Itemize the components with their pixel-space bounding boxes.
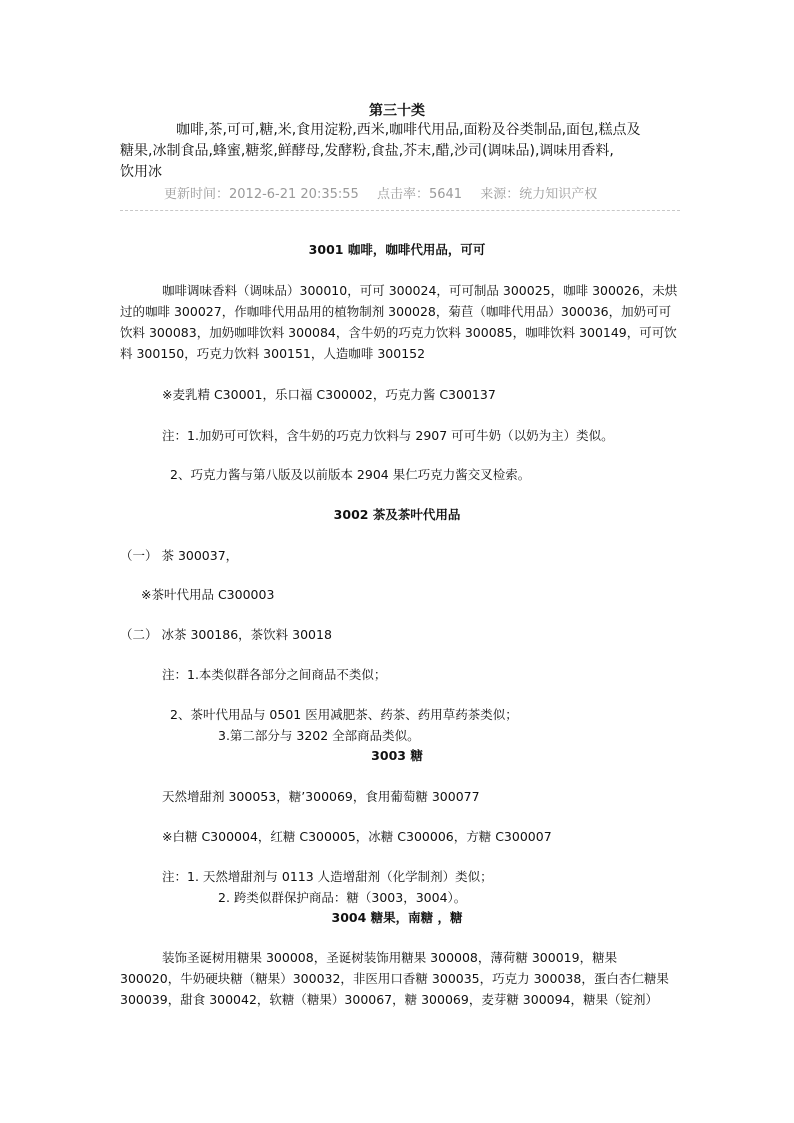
update-time: 更新时间：2012-6-21 20:35:55 [164,187,359,202]
section-note-3001-2: 2、巧克力酱与第八版及以前版本 2904 果仁巧克力酱交叉检索。 [170,467,531,482]
section-note-3001-1: 注：1.加奶可可饮料，含牛奶的巧克力饮料与 2907 可可牛奶（以奶为主）类似。 [162,428,614,443]
intro-line-2: 糖果,冰制食品,蜂蜜,糖浆,鲜酵母,发酵粉,食盐,芥末,醋,沙司(调味品),调味用香料, [120,143,614,159]
intro-line-3: 饮用冰 [120,164,162,180]
section-note-3002-1: 注：1.本类似群各部分之间商品不类似； [162,667,387,682]
article-meta [164,183,611,202]
section-heading-3004: 3004 糖果，南糖 ，糖 [331,910,463,925]
section-heading-3001: 3001 咖啡，咖啡代用品，可可 [308,242,486,257]
section-note-3002-3: 3.第二部分与 3202 全部商品类似。 [218,728,420,743]
dashed-divider [120,210,680,211]
intro-line-1: 咖啡,茶,可可,糖,米,食用淀粉,西米,咖啡代用品,面粉及谷类制品,面包,糕点及 [176,122,641,138]
section-items-3003: 天然增甜剂 300053，糖’300069，食用葡萄糖 300077 [162,789,480,804]
section-note-3003-2: 2. 跨类似群保护商品：糖（3003，3004）。 [218,890,467,905]
section-part2-3002: （二） 冰茶 300186，茶饮料 30018 [120,627,332,642]
section-related-3002: ※茶叶代用品 C300003 [141,587,275,602]
section-note-3002-2: 2、茶叶代用品与 0501 医用减肥茶、药茶、药用草药茶类似； [170,707,518,722]
section-items-3001: 咖啡调味香料（调味品）300010，可可 300024，可可制品 300025，咖啡 300026，未烘过的咖啡 300027，作咖啡代用品用的植物制剂 300028，菊苣（咖啡代用品）300036，加奶可可饮料 300083，加奶咖啡饮料 300084，含牛奶的巧克力饮料 300085，咖啡饮料 300149，可可饮料 300150，巧克力饮料 300151，人造咖啡 300152 [120,283,678,361]
section-related-3001: ※麦乳精 C30001，乐口福 C300002，巧克力酱 C300137 [162,387,496,402]
class-title: 第三十类 [369,103,425,119]
source: 来源：统力知识产权 [480,187,598,202]
class-intro [120,120,680,183]
click-rate: 点击率：5641 [376,187,463,202]
section-items-3004: 装饰圣诞树用糖果 300008，圣诞树装饰用糖果 300008，薄荷糖 300019，糖果 300020，牛奶硬块糖（糖果）300032，非医用口香糖 300035，巧克力 300038，蛋白杏仁糖果 300039，甜食 300042，软糖（糖果）300067，糖 300069，麦芽糖 300094，糖果（锭剂） [120,950,669,1007]
section-related-3003: ※白糖 C300004，红糖 C300005，冰糖 C300006，方糖 C300007 [162,829,552,844]
section-note-3003-1: 注：1. 天然增甜剂与 0113 人造增甜剂（化学制剂）类似； [162,869,493,884]
section-part1-3002: （一） 茶 300037， [120,548,239,563]
section-heading-3003: 3003 糖 [371,748,423,763]
section-heading-3002: 3002 茶及茶叶代用品 [333,507,461,522]
